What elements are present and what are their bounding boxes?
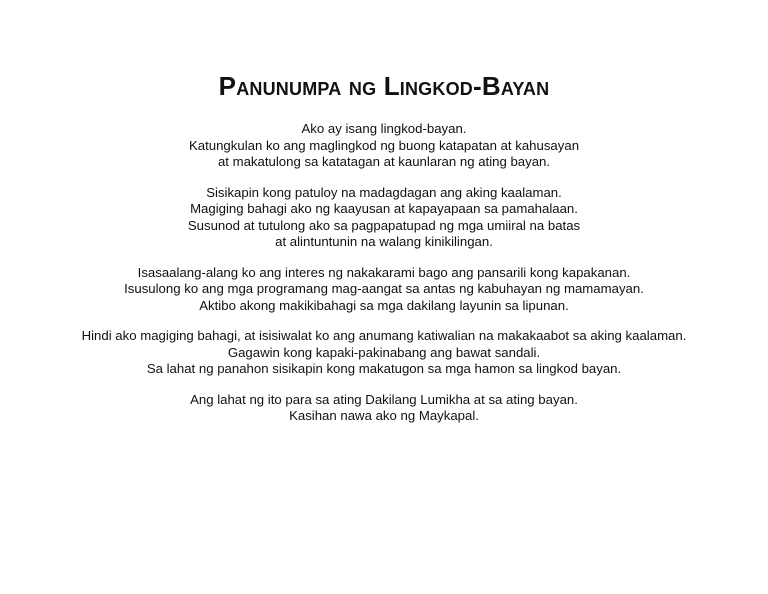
oath-line: at alintuntunin na walang kinikilingan. [275,234,493,249]
oath-line: Susunod at tutulong ako sa pagpapatupad ng mga umiiral na batas [187,217,581,233]
stanza-5 [0,392,768,425]
oath-line: Isasaalang-alang ko ang interes ng nakakarami bago ang pansarili kong kapakanan. [137,264,631,280]
stanza-2 [0,185,768,251]
oath-line: Magiging bahagi ako ng kaayusan at kapayapaan sa pamahalaan. [190,201,578,216]
oath-line: Sa lahat ng panahon sisikapin kong makatugon sa mga hamon sa lingkod bayan. [146,361,622,376]
stanza-1 [0,121,768,171]
oath-line: Kasihan nawa ako ng Maykapal. [289,408,479,423]
oath-line: Gagawin kong kapaki-pakinabang ang bawat sandali. [227,344,541,360]
oath-body [0,121,768,439]
oath-line: Hindi ako magiging bahagi, at isisiwalat ko ang anumang katiwalian na makakaabot sa aking kaalaman. [81,328,687,343]
oath-line: at makatulong sa katatagan at kaunlaran ng ating bayan. [217,154,551,169]
stanza-4 [0,328,768,378]
oath-line: Ang lahat ng ito para sa ating Dakilang Lumikha at sa ating bayan. [190,391,578,407]
stanza-3 [0,265,768,315]
document-title: Panunumpa ng Lingkod-Bayan [218,71,550,101]
oath-line: Isusulong ko ang mga programang mag-aangat sa antas ng kabuhayan ng mamamayan. [124,281,644,296]
oath-line: Ako ay isang lingkod-bayan. [301,121,467,136]
oath-line: Aktibo akong makikibahagi sa mga dakilang layunin sa lipunan. [199,297,569,313]
oath-line: Sisikapin kong patuloy na madagdagan ang aking kaalaman. [206,184,562,200]
oath-line: Katungkulan ko ang maglingkod ng buong katapatan at kahusayan [188,137,580,153]
